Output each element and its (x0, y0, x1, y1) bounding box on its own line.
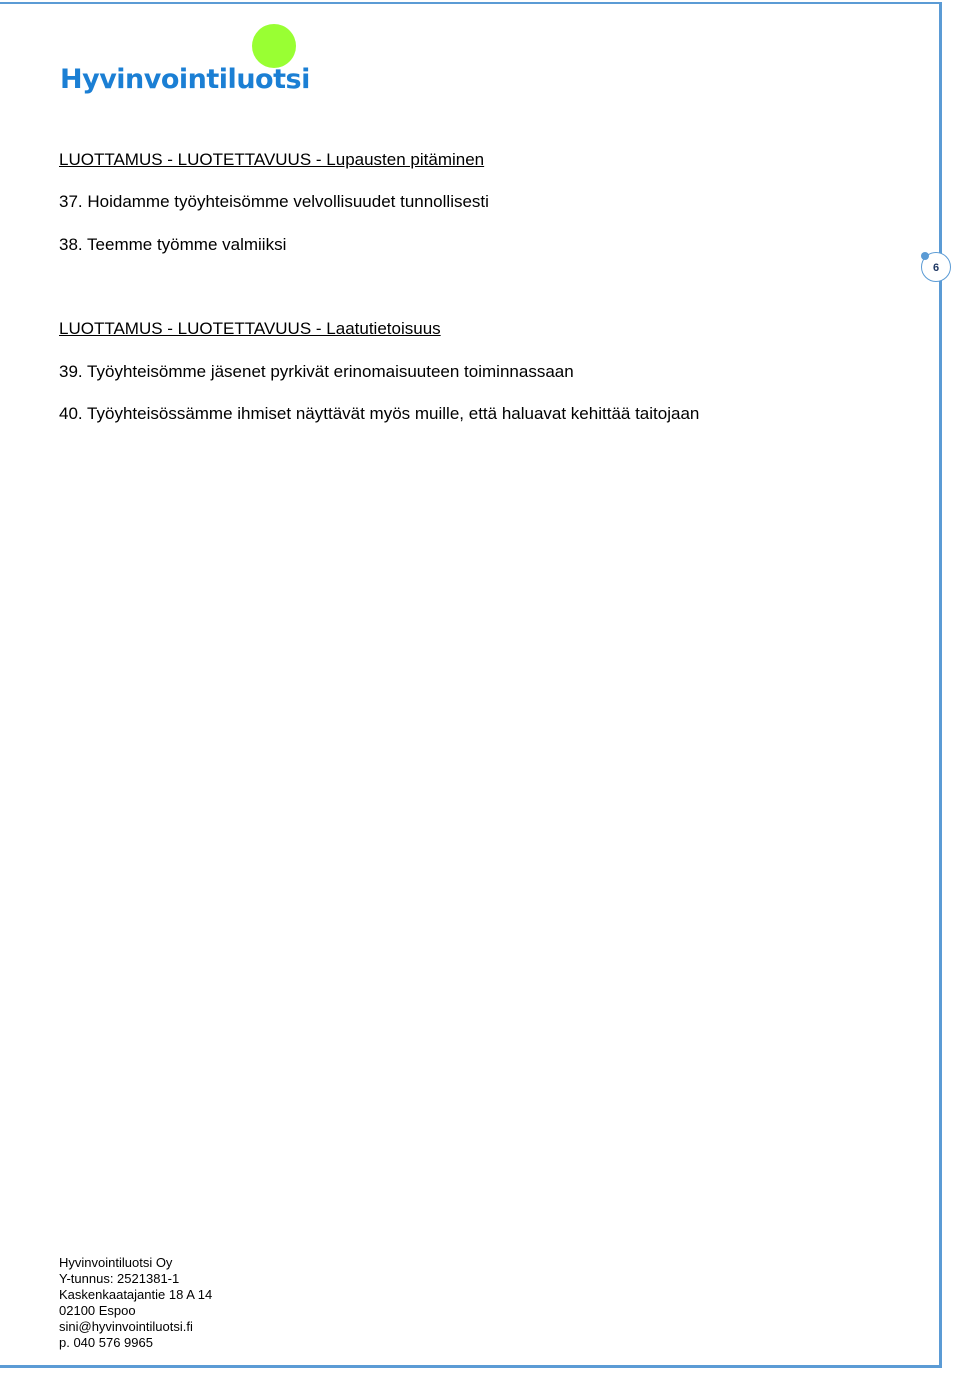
page-number-badge: 6 (921, 252, 951, 282)
statement-38: 38. Teemme työmme valmiiksi (59, 235, 287, 254)
statement-40: 40. Työyhteisössämme ihmiset näyttävät myös muille, että haluavat kehittää taitojaan (59, 404, 700, 423)
footer-contact (59, 1255, 212, 1351)
section-heading-promises: LUOTTAMUS - LUOTETTAVUUS - Lupausten pitäminen (59, 150, 485, 169)
statement-37: 37. Hoidamme työyhteisömme velvollisuudet tunnollisesti (59, 192, 489, 211)
company-logo (60, 22, 310, 102)
page-number-dot-icon (921, 252, 929, 260)
section-heading-quality: LUOTTAMUS - LUOTETTAVUUS - Laatutietoisuus (59, 319, 441, 338)
footer-postal: 02100 Espoo (59, 1303, 136, 1318)
footer-email: sini@hyvinvointiluotsi.fi (59, 1319, 193, 1334)
footer-street: Kaskenkaatajantie 18 A 14 (59, 1287, 213, 1302)
footer-business-id: Y-tunnus: 2521381-1 (59, 1271, 180, 1286)
footer-phone: p. 040 576 9965 (59, 1335, 153, 1350)
statement-39: 39. Työyhteisömme jäsenet pyrkivät erinomaisuuteen toiminnassaan (59, 362, 574, 381)
footer-company: Hyvinvointiluotsi Oy (59, 1255, 173, 1270)
logo-dot-icon (252, 24, 296, 68)
logo-text: Hyvinvointiluotsi (60, 64, 310, 95)
